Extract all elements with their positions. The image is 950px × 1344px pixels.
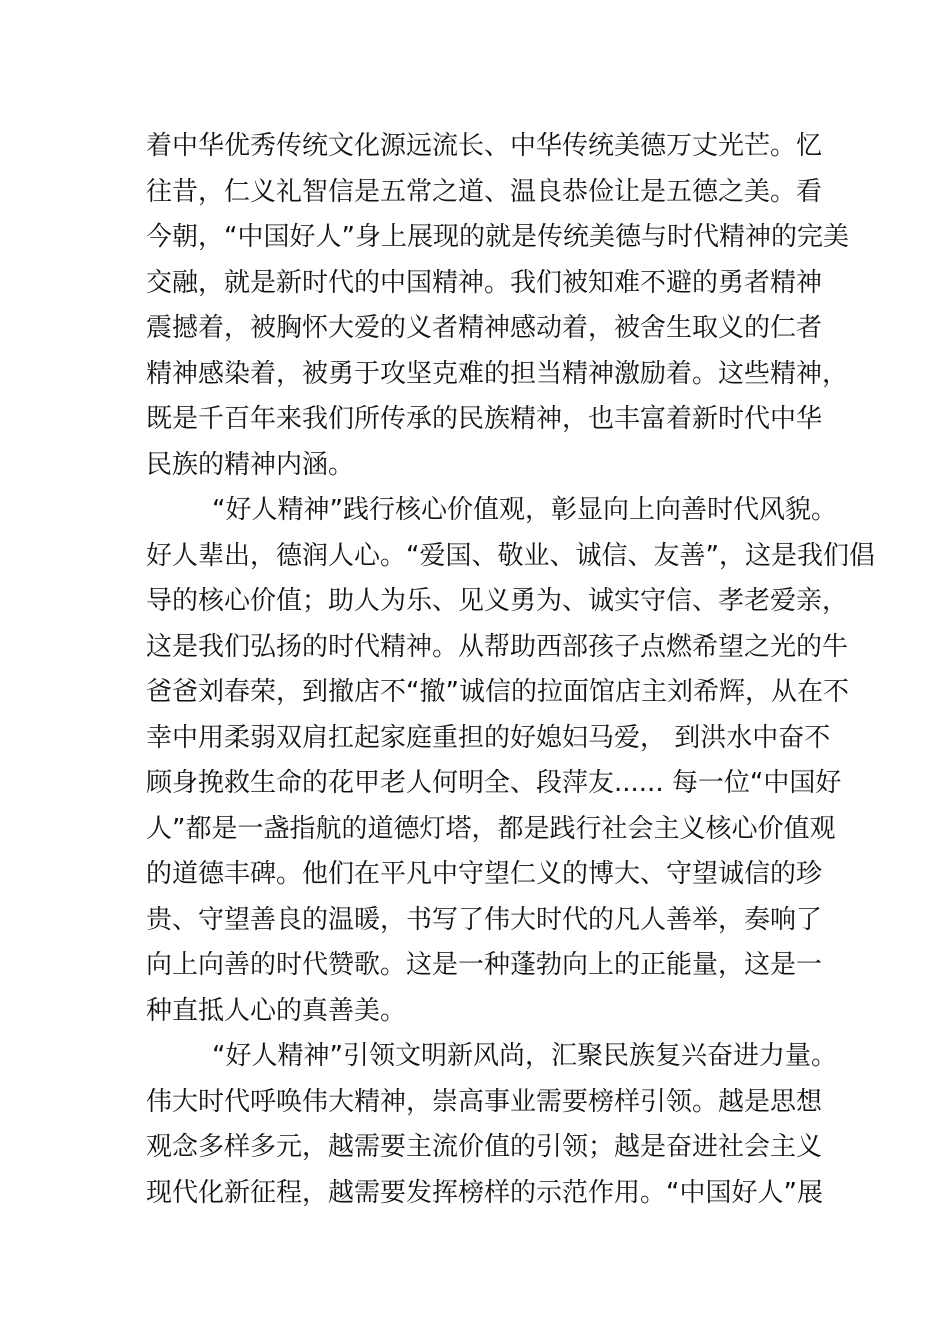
text-line: 交融，就是新时代的中国精神。我们被知难不避的勇者精神 bbox=[146, 267, 823, 298]
text-line: 爸爸刘春荣，到撤店不“撤”诚信的拉面馆店主刘希辉，从在不 bbox=[146, 677, 849, 707]
text-line: 顾身挽救生命的花甲老人何明全、段萍友...... 每一位“中国好 bbox=[146, 768, 842, 798]
paragraph-3 bbox=[146, 1034, 846, 1216]
text-line: 震撼着，被胸怀大爱的义者精神感动着，被舍生取义的仁者 bbox=[146, 313, 823, 343]
text-line: 民族的精神内涵。 bbox=[146, 449, 355, 480]
text-line: 观念多样多元，越需要主流价值的引领；越是奋进社会主义 bbox=[146, 1132, 823, 1162]
text-line: 导的核心价值；助人为乐、见义勇为、诚实守信、孝老爱亲， bbox=[146, 586, 849, 616]
text-line: 现代化新征程，越需要发挥榜样的示范作用。“中国好人”展 bbox=[146, 1177, 823, 1208]
paragraph-2 bbox=[146, 488, 875, 1034]
text-line: 向上向善的时代赞歌。这是一种蓬勃向上的正能量，这是一 bbox=[146, 950, 823, 980]
body-text bbox=[146, 124, 875, 1216]
text-line: 贵、守望善良的温暖，书写了伟大时代的凡人善举，奏响了 bbox=[146, 904, 823, 935]
text-line: 好人辈出，德润人心。“爱国、敬业、诚信、友善”，这是我们倡 bbox=[146, 540, 875, 571]
text-line: 人”都是一盏指航的道德灯塔，都是践行社会主义核心价值观 bbox=[146, 813, 836, 844]
text-line: 往昔，仁义礼智信是五常之道、温良恭俭让是五德之美。看 bbox=[146, 176, 823, 207]
text-line: 既是千百年来我们所传承的民族精神，也丰富着新时代中华 bbox=[146, 404, 823, 434]
text-line: 这是我们弘扬的时代精神。从帮助西部孩子点燃希望之光的牛 bbox=[146, 631, 849, 662]
text-line: “好人精神”践行核心价值观，彰显向上向善时代风貌。 bbox=[212, 495, 837, 525]
text-line: “好人精神”引领文明新风尚，汇聚民族复兴奋进力量。 bbox=[212, 1041, 837, 1071]
text-line: 伟大时代呼唤伟大精神，崇高事业需要榜样引领。越是思想 bbox=[146, 1086, 823, 1117]
paragraph-1 bbox=[146, 124, 849, 488]
text-line: 的道德丰碑。他们在平凡中守望仁义的博大、守望诚信的珍 bbox=[146, 859, 823, 889]
text-line: 今朝，“中国好人”身上展现的就是传统美德与时代精神的完美 bbox=[146, 222, 849, 252]
text-line: 着中华优秀传统文化源远流长、中华传统美德万丈光芒。忆 bbox=[146, 131, 823, 161]
text-line: 幸中用柔弱双肩扛起家庭重担的好媳妇马爱， 到洪水中奋不 bbox=[146, 722, 831, 753]
text-line: 精神感染着，被勇于攻坚克难的担当精神激励着。这些精神， bbox=[146, 358, 849, 389]
text-line: 种直抵人心的真善美。 bbox=[146, 995, 407, 1026]
